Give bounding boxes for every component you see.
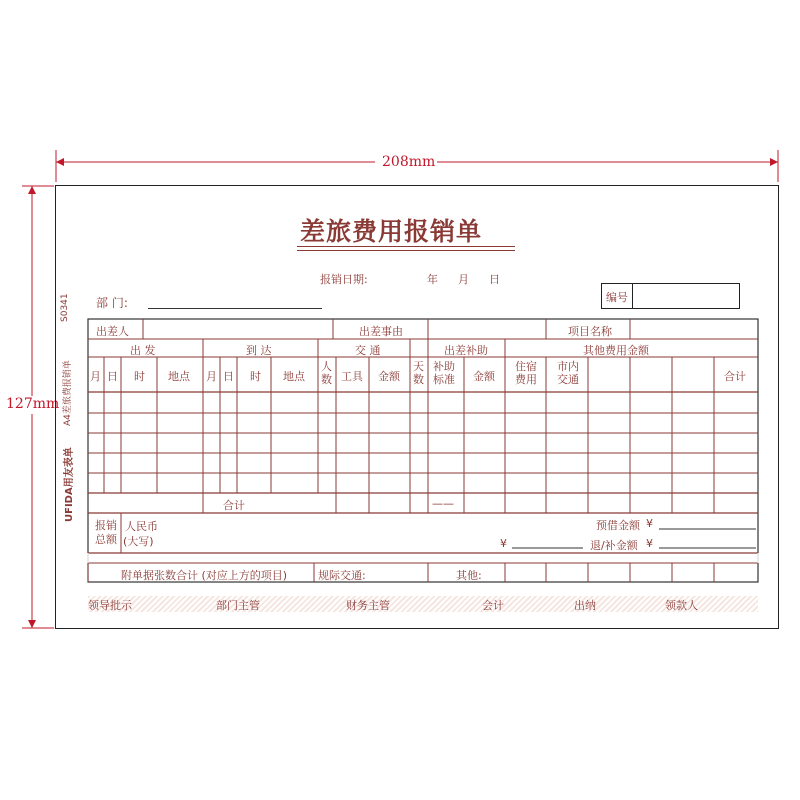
refund-yen: ¥ [646, 537, 653, 550]
reimb-total-label: 报销总额 [95, 519, 117, 546]
dep-place-label: 地点 [168, 370, 190, 383]
days-label: 天数 [413, 360, 424, 386]
signature-band [88, 596, 758, 612]
subsidy-label: 出差补助 [444, 344, 488, 357]
city-transport-label: 市内交通 [557, 360, 579, 386]
row-total-label: 合计 [724, 370, 746, 383]
side-name: A4差旅费报销单 [63, 360, 73, 426]
capital-label: (大写) [123, 535, 154, 548]
day-label: 日 [489, 273, 500, 286]
total-row-label: 合计 [223, 499, 245, 512]
transport-note-label: 规际交通: [318, 569, 366, 582]
number-label: 编号 [606, 291, 628, 304]
depart-label: 出 发 [130, 344, 156, 357]
arr-day-label: 日 [223, 370, 234, 383]
transport-label: 交 通 [355, 344, 381, 357]
project-label: 项目名称 [568, 325, 612, 338]
month-label: 月 [458, 273, 469, 286]
dep-day-label: 日 [107, 370, 118, 383]
sig-accountant: 会计 [482, 599, 504, 612]
other-note-label: 其他: [456, 569, 482, 582]
persons-label: 人数 [321, 360, 332, 386]
arrive-label: 到 达 [246, 344, 272, 357]
date-label: 报销日期: [320, 273, 368, 286]
yen-sign: ¥ [500, 537, 507, 550]
dep-month-label: 月 [90, 370, 101, 383]
prepaid-yen: ¥ [646, 517, 653, 530]
subsidy-amount-label: 金额 [473, 370, 495, 383]
side-code: S0341 [60, 293, 70, 322]
subsidy-std-label: 补助标准 [433, 360, 455, 386]
year-label: 年 [427, 273, 438, 286]
width-label: 208mm [382, 154, 436, 170]
total-dash: —— [432, 497, 454, 510]
arr-time-label: 时 [250, 370, 261, 383]
traveler-label: 出差人 [96, 325, 129, 338]
height-label: 127mm [6, 396, 60, 412]
transport-amount-label: 金额 [378, 370, 400, 383]
sig-dept-head: 部门主管 [216, 599, 260, 612]
arr-month-label: 月 [206, 370, 217, 383]
lodging-label: 住宿费用 [515, 360, 537, 386]
form-title: 差旅费用报销单 [300, 217, 483, 246]
sig-finance-head: 财务主管 [346, 599, 390, 612]
prepaid-label: 预借金额 [596, 519, 640, 532]
sig-recipient: 领款人 [665, 599, 698, 612]
attachments-label: 附单据张数合计 (对应上方的项目) [121, 569, 288, 582]
dep-time-label: 时 [134, 370, 145, 383]
other-fees-label: 其他费用金额 [583, 344, 649, 357]
refund-label: 退/补金额 [590, 539, 638, 552]
dept-label: 部 门: [96, 296, 128, 310]
rmb-label: 人民币 [125, 520, 158, 533]
side-brand: UFIDA用友表单 [64, 447, 75, 522]
reason-label: 出差事由 [359, 325, 403, 338]
sig-leader: 领导批示 [88, 599, 132, 612]
sig-cashier: 出纳 [574, 599, 596, 612]
arr-place-label: 地点 [283, 370, 305, 383]
tool-label: 工具 [341, 370, 363, 383]
